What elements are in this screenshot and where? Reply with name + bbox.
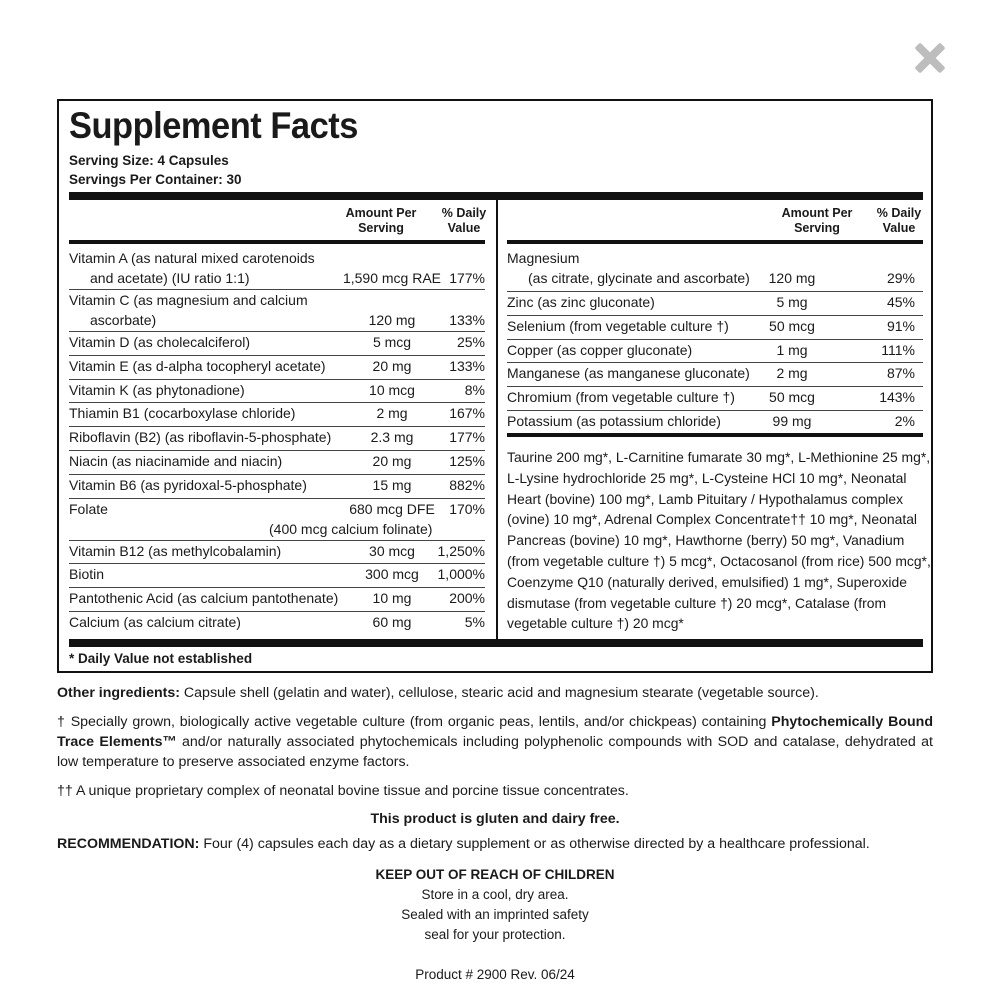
- header-rule-right: [507, 240, 923, 244]
- blend-line: (ovine) 10 mg*, Adrenal Complex Concentrate†† 10 mg*, Neonatal: [507, 511, 918, 528]
- blend-line: Coenzyme Q10 (naturally derived, emulsified) 1 mg*, Superoxide: [507, 573, 907, 590]
- amount-header-line2: Serving: [358, 221, 404, 235]
- nutrient-name: Zinc (as zinc gluconate): [507, 294, 655, 310]
- nutrient-row: [69, 474, 485, 499]
- daily-value-footnote: * Daily Value not established: [69, 651, 253, 666]
- nutrient-row: [507, 410, 923, 434]
- nutrient-name: Selenium (from vegetable culture †): [507, 317, 729, 334]
- nutrient-row: [69, 247, 485, 290]
- nutrient-amount: 680 mcg DFE: [349, 500, 435, 517]
- nutrient-row: [507, 315, 923, 340]
- dv-header-line1: % Daily: [876, 206, 922, 220]
- nutrient-row: [69, 402, 485, 427]
- nutrient-row: [69, 379, 485, 404]
- nutrient-name: Vitamin B12 (as methylcobalamin): [69, 542, 282, 559]
- column-divider: [496, 199, 498, 639]
- nutrient-daily-value: 170%: [449, 500, 485, 517]
- nutrient-daily-value: 87%: [886, 365, 915, 382]
- blend-line: L-Lysine hydrochloride 25 mg*, L-Cysteine HCl 10 mg*, Neonatal: [507, 469, 907, 486]
- dagger-note-text: † Specially grown, biologically active vegetable culture (from organic peas, lentils, and/or chickpeas) containing: [57, 714, 772, 730]
- nutrient-amount: 10 mg: [372, 590, 412, 607]
- nutrient-name: Biotin: [69, 566, 105, 583]
- nutrient-row: [69, 563, 485, 588]
- nutrient-daily-value: 2%: [894, 413, 915, 429]
- nutrient-amount: 99 mg: [772, 413, 812, 429]
- other-ingredients-label: Other ingredients:: [57, 685, 180, 701]
- nutrient-row: [69, 611, 485, 635]
- recommendation-text: Four (4) capsules each day as a dietary supplement or as otherwise directed by a healthcare professional.: [199, 836, 870, 852]
- nutrient-name: Vitamin E (as d-alpha tocopheryl acetate): [69, 357, 326, 374]
- blend-line: Heart (bovine) 100 mg*, Lamb Pituitary / Hypothalamus complex: [507, 490, 904, 507]
- nutrient-row: [69, 355, 485, 380]
- amount-header-right: [767, 206, 867, 236]
- nutrient-amount: 2 mg: [376, 405, 408, 422]
- dv-header-line2: Value: [447, 221, 481, 235]
- nutrient-name: Vitamin D (as cholecalciferol): [69, 334, 251, 350]
- blend-line: Pancreas (bovine) 10 mg*, Hawthorne (berry) 50 mg*, Vanadium: [507, 532, 905, 549]
- nutrient-row: [69, 289, 485, 332]
- other-ingredients: [57, 683, 933, 703]
- nutrient-name: Riboflavin (B2) (as riboflavin-5-phosphate): [69, 429, 332, 446]
- nutrient-amount: 15 mg: [372, 476, 412, 493]
- nutrient-daily-value: 5%: [464, 614, 485, 630]
- nutrient-amount: 120 mg: [768, 270, 816, 286]
- dagger-note: [57, 712, 933, 772]
- nutrient-daily-value: 167%: [449, 405, 485, 422]
- nutrient-amount: 5 mcg: [372, 334, 412, 350]
- nutrient-daily-value: 133%: [449, 312, 485, 328]
- double-dagger-note: †† A unique proprietary complex of neonatal bovine tissue and porcine tissue concentrates.: [57, 783, 629, 799]
- product-number: Product # 2900 Rev. 06/24: [415, 967, 575, 982]
- nutrient-daily-value: 111%: [881, 341, 915, 358]
- nutrient-name: Vitamin K (as phytonadione): [69, 381, 245, 398]
- nutrient-amount: 50 mcg: [769, 389, 815, 406]
- nutrient-row: [507, 291, 923, 316]
- recommendation: [57, 834, 933, 854]
- servings-per-container: Servings Per Container: 30: [69, 172, 242, 187]
- blend-line: vegetable culture †) 20 mcg*: [507, 615, 684, 632]
- nutrient-row: [69, 540, 485, 565]
- nutrient-row: [69, 587, 485, 612]
- nutrient-name: Copper (as copper gluconate): [507, 341, 693, 358]
- amount-header-left: [331, 206, 431, 236]
- nutrient-row: [507, 362, 923, 387]
- supplement-facts-panel: [57, 99, 933, 673]
- nutrient-amount: 20 mg: [372, 357, 412, 374]
- dagger-note-bold: Phytochemically Bound Trace Elements™: [57, 714, 933, 750]
- nutrient-name: Potassium (as potassium chloride): [507, 413, 721, 429]
- blend-line: (from vegetable culture †) 5 mcg*, Octacosanol (from rice) 500 mcg*,: [507, 552, 931, 569]
- other-ingredients-text: Capsule shell (gelatin and water), cellulose, stearic acid and magnesium stearate (vegetable source).: [179, 685, 819, 701]
- nutrient-name-line2: and acetate) (IU ratio 1:1): [90, 270, 250, 286]
- amount-header-line1: Amount Per: [345, 206, 417, 220]
- nutrient-name: Magnesium: [507, 250, 580, 266]
- nutrient-daily-value: 1,000%: [437, 566, 485, 583]
- nutrient-daily-value: 29%: [886, 270, 915, 286]
- panel-title: Supplement Facts: [69, 105, 358, 146]
- close-icon[interactable]: [910, 38, 950, 78]
- nutrient-name: Manganese (as manganese gluconate): [507, 365, 750, 382]
- nutrient-name: Vitamin C (as magnesium and calcium: [69, 292, 308, 308]
- dv-header-left: [429, 206, 499, 236]
- dagger-note-text-end: and/or naturally associated phytochemicals including polyphenolic compounds with SOD and catalase, dehydrated at low temperature to preserve associated enzyme factors.: [57, 734, 933, 770]
- nutrient-amount: 50 mcg: [769, 317, 815, 334]
- nutrient-daily-value: 91%: [886, 317, 915, 334]
- nutrient-row: [69, 498, 485, 541]
- nutrient-amount: 120 mg: [368, 312, 416, 328]
- nutrient-amount: 5 mg: [776, 294, 808, 310]
- dv-header-right: [864, 206, 934, 236]
- nutrient-amount: 300 mcg: [365, 566, 419, 583]
- nutrient-row: [507, 386, 923, 411]
- nutrient-sub-note: (400 mcg calcium folinate): [269, 520, 433, 537]
- gluten-free-statement: This product is gluten and dairy free.: [370, 811, 620, 827]
- nutrient-daily-value: 45%: [886, 294, 915, 310]
- nutrient-amount: 60 mg: [372, 614, 412, 630]
- nutrient-name: Folate: [69, 500, 108, 517]
- nutrient-name: Vitamin B6 (as pyridoxal-5-phosphate): [69, 476, 307, 493]
- nutrient-name: Niacin (as niacinamide and niacin): [69, 453, 283, 469]
- amount-header-line2: Serving: [794, 221, 840, 235]
- nutrient-amount: 20 mg: [372, 453, 412, 469]
- storage-line: Store in a cool, dry area.: [421, 887, 569, 902]
- nutrient-amount: 10 mcg: [369, 381, 415, 398]
- nutrient-daily-value: 8%: [464, 381, 485, 398]
- nutrient-amount: 2.3 mg: [370, 429, 414, 446]
- nutrient-name: Calcium (as calcium citrate): [69, 614, 241, 630]
- thick-rule-bottom: [69, 639, 923, 647]
- nutrient-daily-value: 882%: [449, 476, 485, 493]
- nutrient-daily-value: 177%: [449, 429, 485, 446]
- nutrient-row: [507, 339, 923, 364]
- blend-rule: [507, 433, 923, 437]
- nutrient-daily-value: 25%: [456, 334, 485, 350]
- nutrient-name: Thiamin B1 (cocarboxylase chloride): [69, 405, 296, 422]
- blend-line: dismutase (from vegetable culture †) 20 mcg*, Catalase (from: [507, 594, 887, 611]
- nutrient-name: Pantothenic Acid (as calcium pantothenate): [69, 590, 339, 607]
- nutrient-amount: 1,590 mcg RAE: [342, 270, 442, 286]
- nutrient-amount: 2 mg: [776, 365, 808, 382]
- serving-size: Serving Size: 4 Capsules: [69, 153, 229, 168]
- nutrient-name-line2: (as citrate, glycinate and ascorbate): [528, 270, 750, 286]
- proprietary-blend: [507, 447, 931, 634]
- blend-line: Taurine 200 mg*, L-Carnitine fumarate 30 mg*, L-Methionine 25 mg*,: [507, 449, 931, 465]
- nutrient-daily-value: 133%: [449, 357, 485, 374]
- nutrient-row: [69, 331, 485, 356]
- nutrient-daily-value: 125%: [449, 453, 485, 469]
- nutrient-amount: 1 mg: [776, 341, 808, 358]
- nutrient-row: [69, 450, 485, 475]
- nutrient-row: [507, 247, 923, 292]
- storage-line: seal for your protection.: [424, 927, 566, 942]
- nutrient-name: Vitamin A (as natural mixed carotenoids: [69, 250, 315, 266]
- nutrient-row: [69, 426, 485, 451]
- nutrient-daily-value: 1,250%: [437, 542, 485, 559]
- header-rule-left: [69, 240, 485, 244]
- nutrient-amount: 30 mcg: [369, 542, 415, 559]
- warning: KEEP OUT OF REACH OF CHILDREN: [375, 867, 615, 882]
- nutrient-daily-value: 177%: [449, 270, 485, 286]
- storage-line: Sealed with an imprinted safety: [401, 907, 589, 922]
- dv-header-line1: % Daily: [441, 206, 487, 220]
- dv-header-line2: Value: [882, 221, 916, 235]
- amount-header-line1: Amount Per: [781, 206, 853, 220]
- nutrient-daily-value: 143%: [879, 389, 915, 406]
- nutrient-name: Chromium (from vegetable culture †): [507, 389, 735, 406]
- recommendation-label: RECOMMENDATION:: [57, 836, 200, 852]
- nutrient-daily-value: 200%: [449, 590, 485, 607]
- nutrient-name-line2: ascorbate): [90, 312, 157, 328]
